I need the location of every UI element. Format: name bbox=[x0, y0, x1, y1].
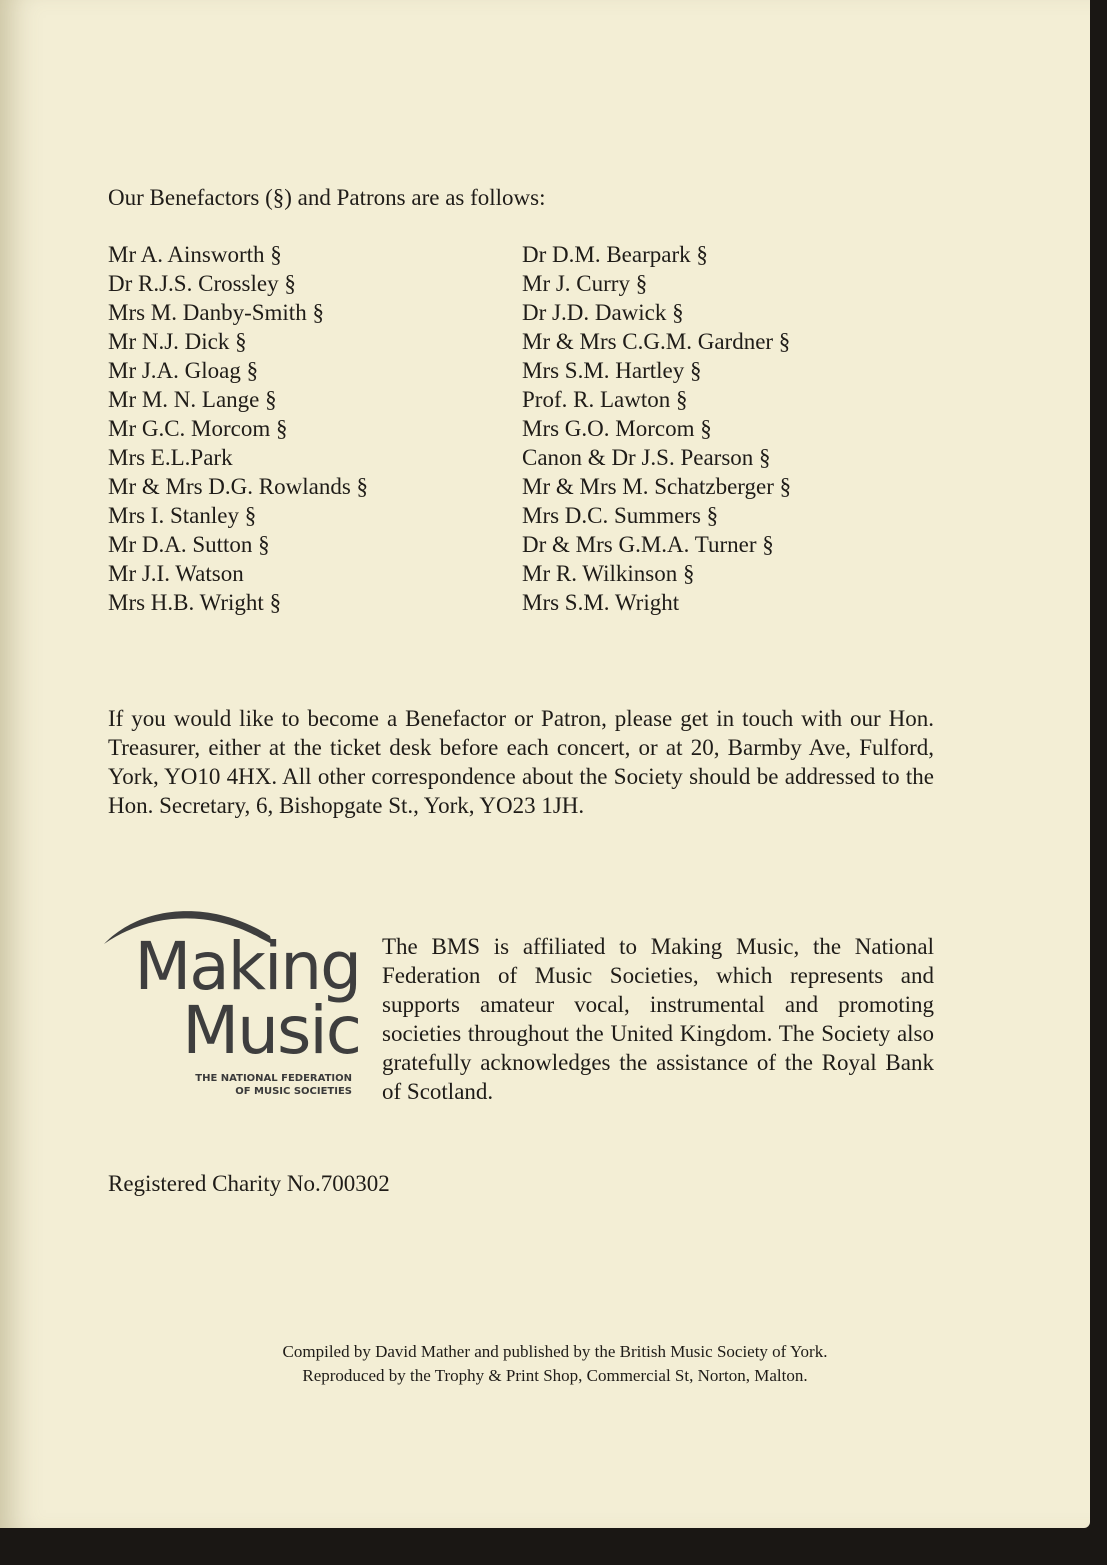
patron-entry: Mr & Mrs M. Schatzberger § bbox=[522, 474, 792, 499]
patron-entry: Dr & Mrs G.M.A. Turner § bbox=[522, 532, 774, 557]
patron-entry: Mr R. Wilkinson § bbox=[522, 561, 695, 586]
patron-entry: Mr G.C. Morcom § bbox=[108, 416, 288, 441]
patron-entry: Mrs M. Danby-Smith § bbox=[108, 300, 324, 325]
patron-entry: Mr N.J. Dick § bbox=[108, 329, 247, 354]
patron-entry: Mr A. Ainsworth § bbox=[108, 242, 282, 267]
patron-list-right bbox=[522, 240, 791, 617]
patron-entry: Mrs S.M. Hartley § bbox=[522, 358, 702, 383]
patron-entry: Mr J.A. Gloag § bbox=[108, 358, 259, 383]
patron-list-left bbox=[108, 240, 368, 617]
patron-entry: Mrs D.C. Summers § bbox=[522, 503, 719, 528]
logo-subtitle-line1: THE NATIONAL FEDERATION bbox=[195, 1073, 352, 1084]
contact-paragraph: If you would like to become a Benefactor or Patron, please get in touch with our Hon. Treasurer, either at the ticket desk before each concert, or at 20, Barmby Ave, Fulford, York, YO10 4HX. All other correspondence about the Society should be addressed to the Hon. Secretary, 6, Bishopgate St., York, YO23 1JH. bbox=[108, 706, 934, 818]
patron-entry: Mrs G.O. Morcom § bbox=[522, 416, 712, 441]
patron-entry: Mrs S.M. Wright bbox=[522, 590, 680, 615]
intro-text: Our Benefactors (§) and Patrons are as follows: bbox=[108, 185, 546, 210]
patron-entry: Canon & Dr J.S. Pearson § bbox=[522, 445, 771, 470]
patron-entry: Dr R.J.S. Crossley § bbox=[108, 271, 296, 296]
patron-entry: Mrs I. Stanley § bbox=[108, 503, 257, 528]
colophon-line: Compiled by David Mather and published by the British Music Society of York. bbox=[282, 1342, 828, 1361]
patron-entry: Mr J.I. Watson bbox=[108, 561, 244, 586]
patron-entry: Mr D.A. Sutton § bbox=[108, 532, 270, 557]
patron-entry: Dr J.D. Dawick § bbox=[522, 300, 684, 325]
affiliation-paragraph: The BMS is affiliated to Making Music, the National Federation of Music Societies, which represents and supports amateur vocal, instrumental and promoting societies throughout the United Kingdom. The Society also gratefully acknowledges the assistance of the Royal Bank of Scotland. bbox=[382, 934, 934, 1104]
patron-entry: Dr D.M. Bearpark § bbox=[522, 242, 708, 267]
colophon bbox=[120, 1340, 990, 1388]
patron-entry: Mr J. Curry § bbox=[522, 271, 648, 296]
patron-entry: Mr M. N. Lange § bbox=[108, 387, 277, 412]
patron-entry: Mr & Mrs C.G.M. Gardner § bbox=[522, 329, 791, 354]
colophon-line: Reproduced by the Trophy & Print Shop, Commercial St, Norton, Malton. bbox=[302, 1366, 808, 1385]
patron-entry: Mrs E.L.Park bbox=[108, 445, 233, 470]
logo-word-music: Music bbox=[182, 992, 360, 1069]
patron-entry: Prof. R. Lawton § bbox=[522, 387, 688, 412]
logo-subtitle-line2: OF MUSIC SOCIETIES bbox=[235, 1086, 352, 1097]
patron-entry: Mr & Mrs D.G. Rowlands § bbox=[108, 474, 369, 499]
charity-number: Registered Charity No.700302 bbox=[108, 1171, 390, 1196]
making-music-logo bbox=[100, 898, 362, 1108]
logo-word-making: Making bbox=[134, 928, 360, 1005]
patron-entry: Mrs H.B. Wright § bbox=[108, 590, 282, 615]
